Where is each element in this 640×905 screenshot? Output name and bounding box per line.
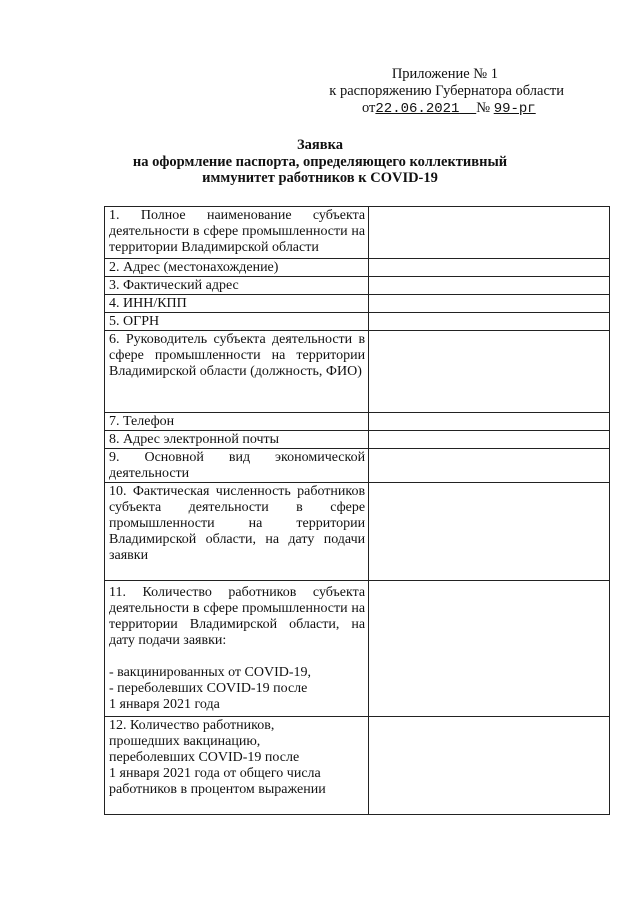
covid-count-main: 11. Количество работников субъекта деятельности в сфере промышленности на территории Владимирской области, на дату подачи заявки: [109, 585, 366, 648]
row-value-actual-address[interactable] [369, 277, 610, 295]
row-value-activity[interactable] [369, 449, 610, 483]
row-value-inn-kpp[interactable] [369, 295, 610, 313]
table-row [105, 207, 610, 259]
row-label-ogrn: 5. ОГРН [105, 313, 369, 331]
table-row [105, 259, 610, 277]
application-form-table [104, 206, 610, 815]
row-label-activity: 9. Основной вид экономической деятельности [105, 449, 369, 483]
table-row [105, 295, 610, 313]
covid-percent-line: прошедших вакцинацию, [109, 734, 261, 749]
row-value-phone[interactable] [369, 413, 610, 431]
number-prefix: № [476, 100, 491, 116]
title-line-3: иммунитет работников к COVID-19 [202, 170, 438, 186]
row-value-headcount[interactable] [369, 483, 610, 581]
covid-count-vaccinated: - вакцинированных от COVID-19, [109, 665, 312, 680]
row-label-covid-count [105, 581, 369, 717]
table-row [105, 449, 610, 483]
row-label-headcount: 10. Фактическая численность работников субъекта деятельности в сфере промышленности на территории Владимирской области, на дату подачи заявки [105, 483, 369, 581]
row-label-actual-address: 3. Фактический адрес [105, 277, 369, 295]
covid-percent-line: работников в процентом выражении [109, 782, 326, 797]
row-label-inn-kpp: 4. ИНН/КПП [105, 295, 369, 313]
row-value-address[interactable] [369, 259, 610, 277]
row-label-full-name: 1. Полное наименование субъекта деятельности в сфере промышленности на территории Владимирской области [105, 207, 369, 259]
covid-count-date: 1 января 2021 года [109, 697, 220, 712]
row-value-full-name[interactable] [369, 207, 610, 259]
row-label-address: 2. Адрес (местонахождение) [105, 259, 369, 277]
table-row [105, 313, 610, 331]
table-row [105, 413, 610, 431]
appendix-header [300, 66, 564, 118]
table-row [105, 331, 610, 413]
row-label-head: 6. Руководитель субъекта деятельности в сфере промышленности на территории Владимирской области (должность, ФИО) [105, 331, 369, 413]
table-row [105, 717, 610, 815]
covid-percent-line: 1 января 2021 года от общего числа [109, 766, 321, 781]
document-title [0, 137, 640, 187]
spacer [109, 649, 365, 665]
appendix-number: Приложение № 1 [391, 66, 498, 82]
table-row [105, 483, 610, 581]
table-row [105, 431, 610, 449]
row-value-covid-percent[interactable] [369, 717, 610, 815]
title-line-2: на оформление паспорта, определяющего коллективный [132, 153, 508, 170]
date-underline-gap [459, 101, 476, 117]
covid-count-recovered: - переболевших COVID-19 после [109, 681, 308, 696]
table-row [105, 581, 610, 717]
row-label-phone: 7. Телефон [105, 413, 369, 431]
row-value-ogrn[interactable] [369, 313, 610, 331]
row-value-email[interactable] [369, 431, 610, 449]
order-date: 22.06.2021 [375, 101, 460, 117]
row-label-email: 8. Адрес электронной почты [105, 431, 369, 449]
row-value-head[interactable] [369, 331, 610, 413]
row-value-covid-count[interactable] [369, 581, 610, 717]
title-line-1: Заявка [297, 137, 343, 153]
table-row [105, 277, 610, 295]
order-reference: к распоряжению Губернатора области [329, 83, 564, 99]
covid-percent-line: переболевших COVID-19 после [109, 750, 300, 765]
order-date-number [300, 100, 564, 118]
row-label-covid-percent [105, 717, 369, 815]
date-prefix: от [362, 100, 376, 116]
order-number: 99-рг [493, 101, 536, 117]
covid-percent-line: 12. Количество работников, [109, 718, 275, 733]
